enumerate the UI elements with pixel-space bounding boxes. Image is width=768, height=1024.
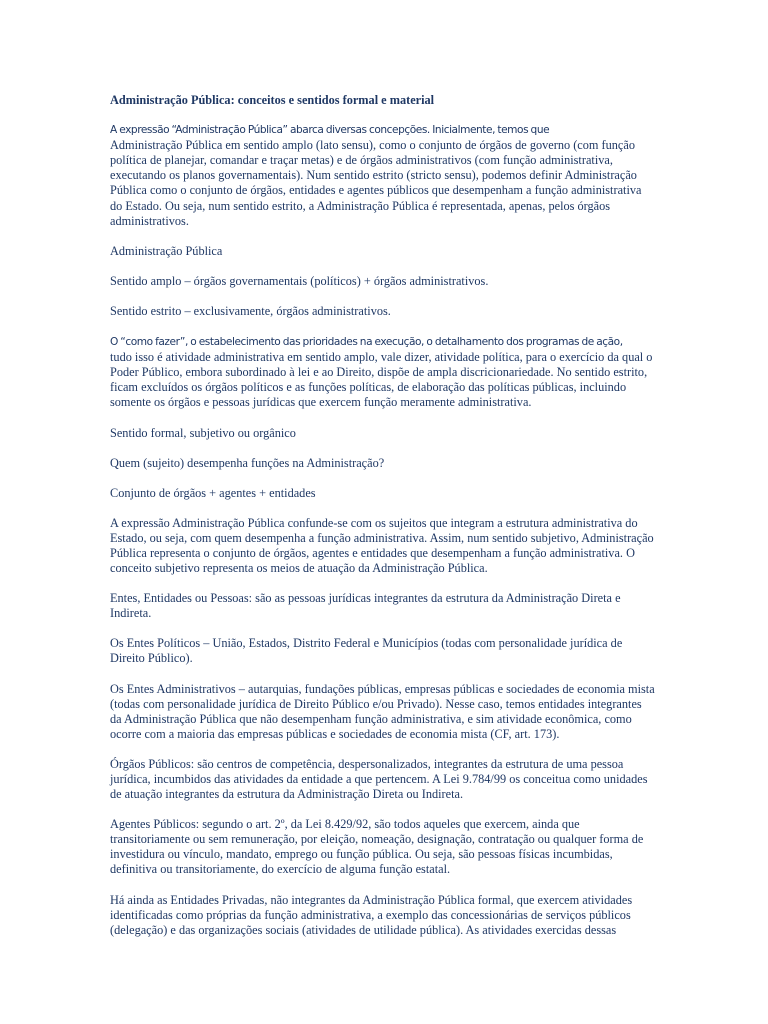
- paragraph: Agentes Públicos: segundo o art. 2º, da Lei 8.429/92, são todos aqueles que exercem, ainda que transitoriamente ou sem remuneração, por eleição, nomeação, designação, contratação ou qualquer forma de investidura ou vínculo, mandato, emprego ou função pública. Ou seja, são pessoas físicas incumbidas, definitiva ou transitoriamente, do exercício de alguma função estatal.: [110, 817, 644, 877]
- paragraph-text: Administração Pública em sentido amplo (lato sensu), como o conjunto de órgãos de governo (com função política de planejar, comandar e traçar metas) e de órgãos administrativos (com função administrativa, executando os planos governamentais). Num sentido estrito (stricto sensu), podemos definir Administração Pública como o conjunto de órgãos, entidades e agentes públicos que desempenham a função administrativa do Estado. Ou seja, num sentido estrito, a Administração Pública é representada, apenas, pelos órgãos administrativos.: [110, 138, 642, 228]
- document-page: [110, 93, 655, 953]
- paragraph: Conjunto de órgãos + agentes + entidades: [110, 485, 316, 500]
- paragraph-text: tudo isso é atividade administrativa em sentido amplo, vale dizer, atividade política, para o exercício da qual o Poder Público, embora subordinado à lei e ao Direito, dispõe de ampla discricionariedade. No sentido estrito, ficam excluídos os órgãos políticos e as funções políticas, de elaboração das políticas públicas, incluindo somente os órgãos e pessoas jurídicas que exercem função meramente administrativa.: [110, 350, 653, 410]
- paragraph: Órgãos Públicos: são centros de competência, despersonalizados, integrantes da estrutura de uma pessoa jurídica, incumbidos das atividades da entidade a que pertencem. A Lei 9.784/99 os conceitua como unidades de atuação integrantes da estrutura da Administração Direta ou Indireta.: [110, 756, 648, 802]
- paragraph: Há ainda as Entidades Privadas, não integrantes da Administração Pública formal, que exercem atividades identificadas como próprias da função administrativa, a exemplo das concessionárias de serviços públicos (delegação) e das organizações sociais (atividades de utilidade pública). As atividades exercidas dessas: [110, 892, 633, 937]
- paragraph: Quem (sujeito) desempenha funções na Administração?: [110, 455, 385, 470]
- paragraph: Sentido formal, subjetivo ou orgânico: [110, 425, 296, 440]
- paragraph: [110, 122, 655, 229]
- paragraph: A expressão Administração Pública confunde-se com os sujeitos que integram a estrutura administrativa do Estado, ou seja, com quem desempenha a função administrativa. Assim, num sentido subjetivo, Administração Pública representa o conjunto de órgãos, agentes e entidades que desempenham a função administrativa. O conceito subjetivo representa os meios de atuação da Administração Pública.: [110, 515, 654, 576]
- paragraph: Entes, Entidades ou Pessoas: são as pessoas jurídicas integrantes da estrutura da Administração Direta e Indireta.: [110, 591, 621, 621]
- paragraph: Sentido estrito – exclusivamente, órgãos administrativos.: [110, 303, 391, 318]
- paragraph: Os Entes Políticos – União, Estados, Distrito Federal e Municípios (todas com personalidade jurídica de Direito Público).: [110, 636, 623, 666]
- paragraph: Administração Pública: [110, 243, 223, 258]
- paragraph: Sentido amplo – órgãos governamentais (políticos) + órgãos administrativos.: [110, 273, 489, 288]
- paragraph-lead-text: A expressão “Administração Pública” abarca diversas concepções. Inicialmente, temos que: [110, 124, 550, 137]
- paragraph-lead-text: O “como fazer”, o estabelecimento das prioridades na execução, o detalhamento dos programas de ação,: [110, 336, 623, 349]
- paragraph: Os Entes Administrativos – autarquias, fundações públicas, empresas públicas e sociedades de economia mista (todas com personalidade jurídica de Direito Público e/ou Privado). Nesse caso, temos entidades integrantes da Administração Pública que não desempenham função administrativa, e sim atividade econômica, como ocorre com a maioria das empresas públicas e sociedades de economia mista (CF, art. 173).: [110, 681, 655, 741]
- paragraph: [110, 334, 655, 410]
- document-title: Administração Pública: conceitos e sentidos formal e material: [110, 93, 435, 107]
